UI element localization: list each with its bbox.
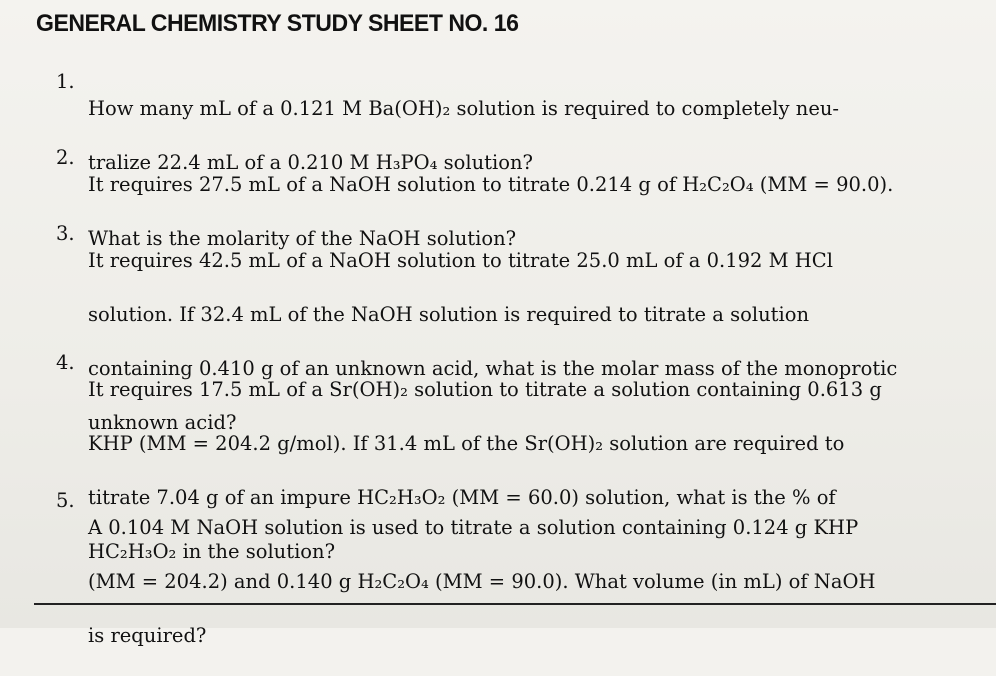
question-number: 1. (56, 70, 75, 93)
question-line: It requires 17.5 mL of a Sr(OH)₂ solution to titrate a solution containing 0.613 g (88, 378, 882, 401)
question-line: A 0.104 M NaOH solution is used to titrate a solution containing 0.124 g KHP (88, 516, 859, 539)
question-line: tralize 22.4 mL of a 0.210 M H₃PO₄ solution? (88, 151, 534, 174)
question-line: How many mL of a 0.121 M Ba(OH)₂ solution is required to completely neu- (88, 97, 840, 120)
question-line: solution. If 32.4 mL of the NaOH solution is required to titrate a solution (88, 303, 810, 326)
question-line: containing 0.410 g of an unknown acid, what is the molar mass of the monoprotic (88, 357, 898, 380)
question-line: is required? (88, 624, 207, 647)
question-number: 5. (56, 489, 75, 512)
bottom-divider (34, 603, 996, 605)
question-line: (MM = 204.2) and 0.140 g H₂C₂O₄ (MM = 90.0). What volume (in mL) of NaOH (88, 570, 876, 593)
question-line: What is the molarity of the NaOH solution? (88, 227, 517, 250)
question-line: KHP (MM = 204.2 g/mol). If 31.4 mL of the Sr(OH)₂ solution are required to (88, 432, 845, 455)
question-number: 2. (56, 146, 75, 169)
question-5 (56, 487, 976, 676)
question-line: HC₂H₃O₂ in the solution? (88, 540, 336, 563)
question-line: It requires 27.5 mL of a NaOH solution to titrate 0.214 g of H₂C₂O₄ (MM = 90.0). (88, 173, 894, 196)
question-line: It requires 42.5 mL of a NaOH solution to titrate 25.0 mL of a 0.192 M HCl (88, 249, 833, 272)
question-line: titrate 7.04 g of an impure HC₂H₃O₂ (MM = 60.0) solution, what is the % of (88, 486, 836, 509)
page-title: GENERAL CHEMISTRY STUDY SHEET NO. 16 (36, 10, 519, 37)
question-number: 4. (56, 351, 75, 374)
question-text (88, 487, 976, 676)
question-number: 3. (56, 222, 75, 245)
question-line: unknown acid? (88, 411, 237, 434)
